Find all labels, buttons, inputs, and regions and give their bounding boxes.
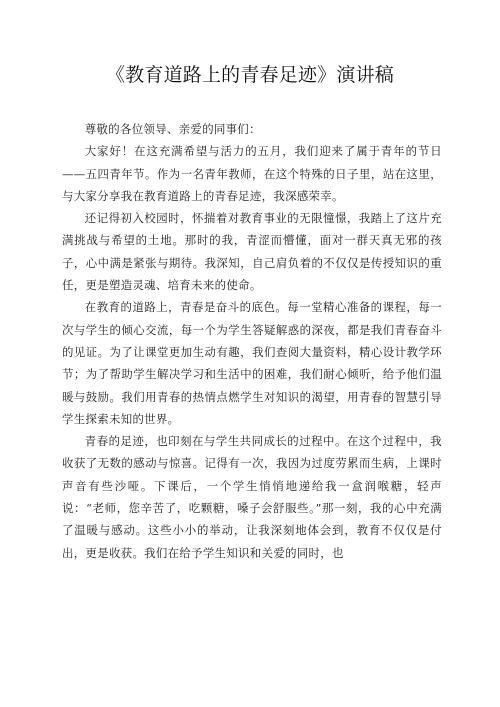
salutation: 尊敬的各位领导、亲爱的同事们： — [84, 122, 261, 136]
document-body — [62, 118, 442, 564]
paragraph-4: 青春的足迹，也印刻在与学生共同成长的过程中。在这个过程中，我收获了无数的感动与惊喜。记得有一次，我因为过度劳累而生病，上课时声音有些沙哑。下课后，一个学生悄悄地递给我一盒润喉糖，轻声说：“老师，您辛苦了，吃颗糖，嗓子会舒服些。”那一刻，我的心中充满了温暖与感动。这些小小的举动，让我深刻地体会到，教育不仅仅是付出，更是收获。我们在给予学生知识和关爱的同时，也 — [62, 434, 442, 560]
paragraph-3: 在教育的道路上，青春是奋斗的底色。每一堂精心准备的课程，每一次与学生的倾心交流，每一个为学生答疑解惑的深夜，都是我们青春奋斗的见证。为了让课堂更加生动有趣，我们查阅大量资料，精心设计教学环节；为了帮助学生解决学习和生活中的困难，我们耐心倾听，给予他们温暖与鼓励。我们用青春的热情点燃学生对知识的渴望，用青春的智慧引导学生探索未知的世界。 — [62, 300, 442, 426]
document-title: 《教育道路上的青春足迹》演讲稿 — [105, 64, 394, 86]
paragraph-2: 还记得初入校园时，怀揣着对教育事业的无限憧憬，我踏上了这片充满挑战与希望的土地。那时的我，青涩而懵懂，面对一群天真无邪的孩子，心中满是紧张与期待。我深知，自己肩负着的不仅仅是传授知识的重任，更是塑造灵魂、培育未来的使命。 — [62, 211, 442, 293]
paragraph-1: 大家好！在这充满希望与活力的五月，我们迎来了属于青年的节日——五四青年节。作为一名青年教师，在这个特殊的日子里，站在这里，与大家分享我在教育道路上的青春足迹，我深感荣幸。 — [62, 144, 442, 203]
